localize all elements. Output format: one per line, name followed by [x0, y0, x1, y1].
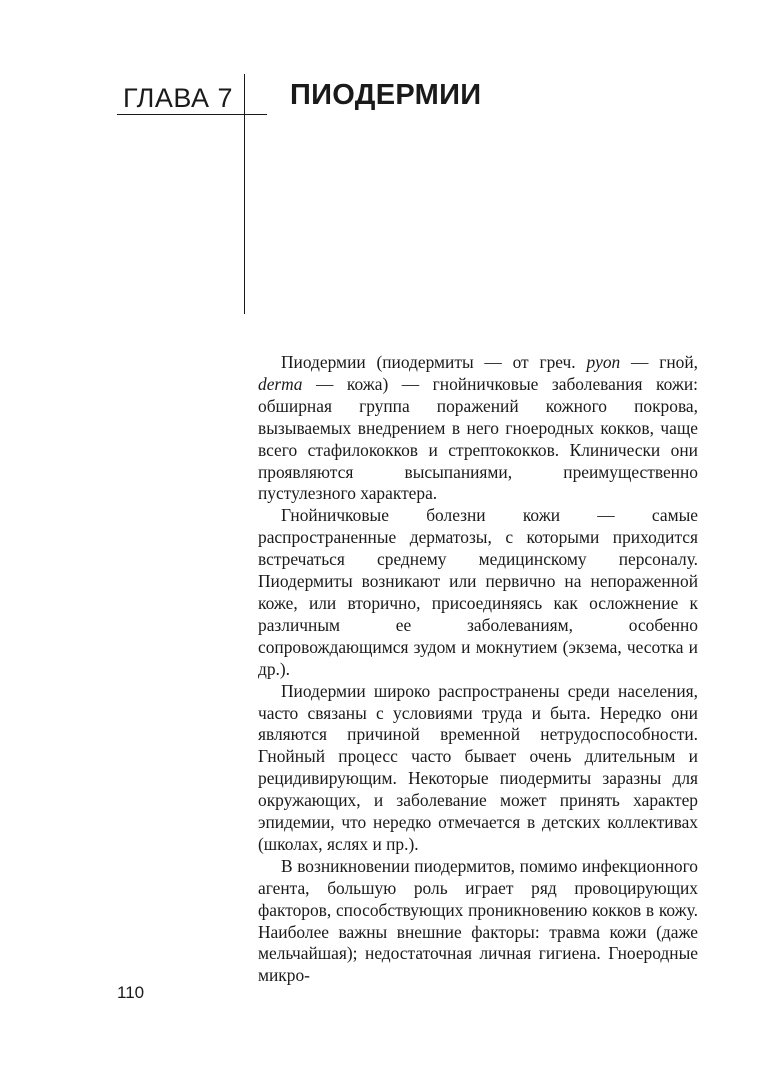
paragraph-2: Гнойничковые болезни кожи — самые распространенные дерматозы, с которыми приходится встречаться среднему медицинскому персоналу. Пиодермиты возникают или первично на непораженной коже, или вторично, присоединяясь как осложнение к различным ее заболеваниям, особенно сопровождающимся зудом и мокнутием (экзема, чесотка и др.).: [258, 505, 698, 679]
body-text: [258, 352, 698, 987]
chapter-label: ГЛАВА 7: [123, 83, 233, 113]
paragraph-1-text-a: Пиодермии (пиодермиты — от греч.: [281, 352, 587, 372]
paragraph-1: [258, 352, 698, 505]
page-number: 110: [117, 983, 145, 1002]
greek-term-pyon: pyon: [586, 352, 621, 372]
greek-term-derma: derma: [258, 373, 303, 394]
header-vertical-rule: [244, 74, 245, 314]
paragraph-1-text-c: — кожа) — гнойничковые заболевания кожи: обширная группа поражений кожного покрова, вызываемых внедрением в него гноеродных кокков, чаще всего стафилококков и стрептококков. Клинически они проявляются высыпаниями, преимущественно пустулезного характера.: [258, 373, 698, 504]
chapter-title: ПИОДЕРМИИ: [290, 79, 482, 111]
paragraph-4: В возникновении пиодермитов, помимо инфекционного агента, большую роль играет ряд провоцирующих факторов, способствующих проникновению кокков в кожу. Наиболее важны внешние факторы: травма кожи (даже мельчайшая); недостаточная личная гигиена. Гноеродные микро-: [258, 855, 698, 986]
paragraph-3: Пиодермии широко распространены среди населения, часто связаны с условиями труда и быта. Нередко они являются причиной временной нетрудоспособности. Гнойный процесс часто бывает очень длительным и рецидивирующим. Некоторые пиодермиты заразны для окружающих, и заболевание может принять характер эпидемии, что нередко отмечается в детских коллективах (школах, яслях и пр.).: [258, 680, 698, 854]
paragraph-1-text-b: — гной,: [620, 352, 698, 372]
